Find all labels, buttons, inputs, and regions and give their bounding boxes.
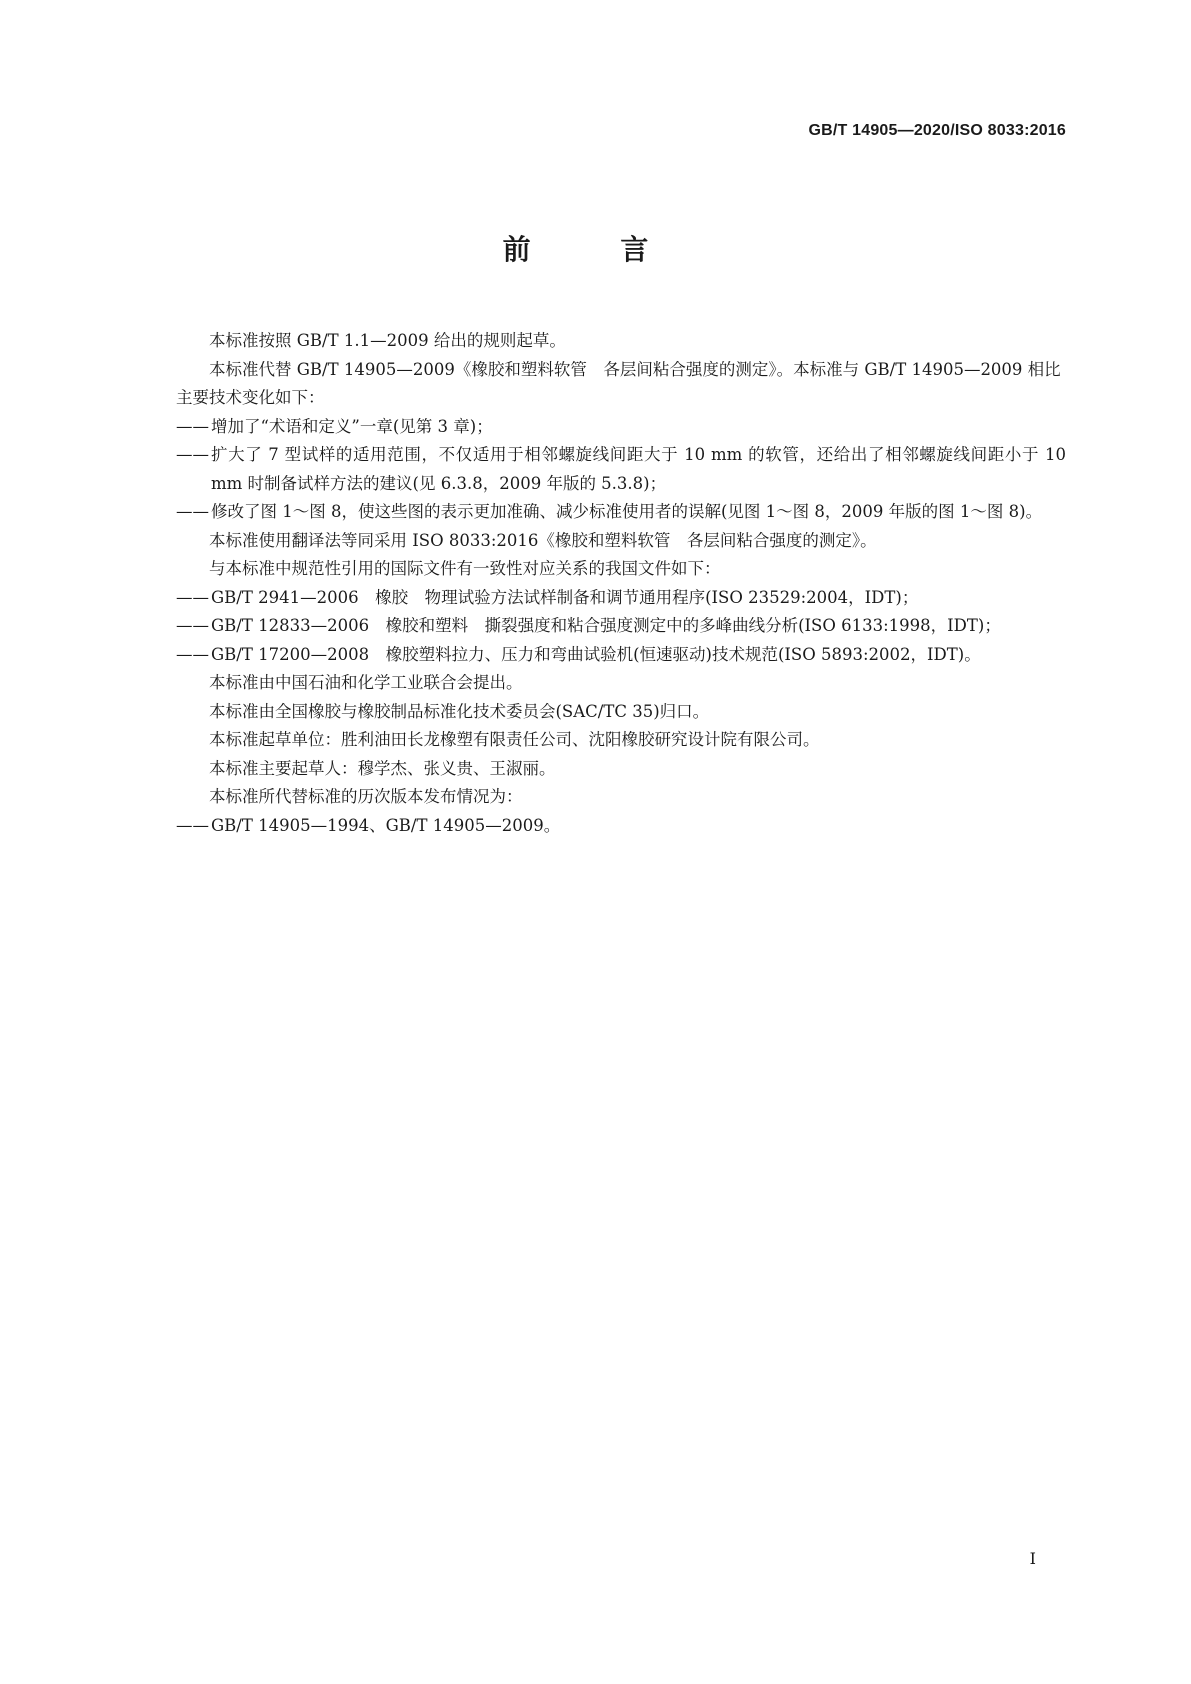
paragraph-proposer: 本标准由中国石油和化学工业联合会提出。 (209, 673, 523, 692)
foreword-body (176, 327, 1066, 840)
dash-marker: —— (176, 644, 209, 664)
change-text: 修改了图 1～图 8，使这些图的表示更加准确、减少标准使用者的误解(见图 1～图 8，2009 年版的图 1～图 8)。 (211, 502, 1043, 521)
dash-marker: —— (176, 416, 209, 436)
standard-code-header: GB/T 14905—2020/ISO 8033:2016 (808, 122, 1066, 139)
page-title: 前 言 (502, 233, 689, 266)
paragraph-drafting-units: 本标准起草单位：胜利油田长龙橡塑有限责任公司、沈阳橡胶研究设计院有限公司。 (209, 730, 820, 749)
dash-marker: —— (176, 502, 209, 521)
list-item-reference (176, 641, 1066, 670)
paragraph-history-intro: 本标准所代替标准的历次版本发布情况为： (209, 787, 523, 806)
paragraph-adoption: 本标准使用翻译法等同采用 ISO 8033:2016《橡胶和塑料软管 各层间粘合强度的测定》。 (209, 530, 877, 550)
paragraph-committee: 本标准由全国橡胶与橡胶制品标准化技术委员会(SAC/TC 35)归口。 (209, 701, 710, 721)
reference-text: GB/T 2941—2006 橡胶 物理试验方法试样制备和调节通用程序(ISO 23529:2004，IDT)； (211, 587, 919, 607)
list-item-change (176, 413, 1066, 442)
history-text: GB/T 14905—1994、GB/T 14905—2009。 (211, 815, 561, 835)
dash-marker: —— (176, 815, 209, 835)
dash-marker: —— (176, 587, 209, 607)
dash-marker: —— (176, 445, 209, 464)
reference-text: GB/T 12833—2006 橡胶和塑料 撕裂强度和粘合强度测定中的多峰曲线分析(ISO 6133:1998，IDT)； (211, 616, 1001, 635)
paragraph-drafters: 本标准主要起草人：穆学杰、张义贵、王淑丽。 (209, 758, 556, 778)
list-item-change (176, 441, 1066, 498)
change-text: 增加了“术语和定义”一章(见第 3 章)； (211, 416, 493, 436)
change-text: 扩大了 7 型试样的适用范围，不仅适用于相邻螺旋线间距大于 10 mm 的软管，还给出了相邻螺旋线间距小于 10 mm 时制备试样方法的建议(见 6.3.8，2009 年版的 5.3.8)； (211, 445, 1066, 493)
paragraph-references-intro: 与本标准中规范性引用的国际文件有一致性对应关系的我国文件如下： (209, 559, 721, 578)
list-item-history (176, 812, 1066, 841)
list-item-reference (176, 584, 1066, 613)
paragraph-drafting-rules: 本标准按照 GB/T 1.1—2009 给出的规则起草。 (209, 331, 566, 350)
page-number: I (1029, 1549, 1036, 1568)
list-item-reference (176, 612, 1066, 641)
dash-marker: —— (176, 616, 209, 635)
paragraph-replacement: 本标准代替 GB/T 14905—2009《橡胶和塑料软管 各层间粘合强度的测定》。本标准与 GB/T 14905—2009 相比主要技术变化如下： (176, 359, 1061, 407)
list-item-change (176, 498, 1066, 527)
reference-text: GB/T 17200—2008 橡胶塑料拉力、压力和弯曲试验机(恒速驱动)技术规范(ISO 5893:2002，IDT)。 (211, 644, 981, 664)
